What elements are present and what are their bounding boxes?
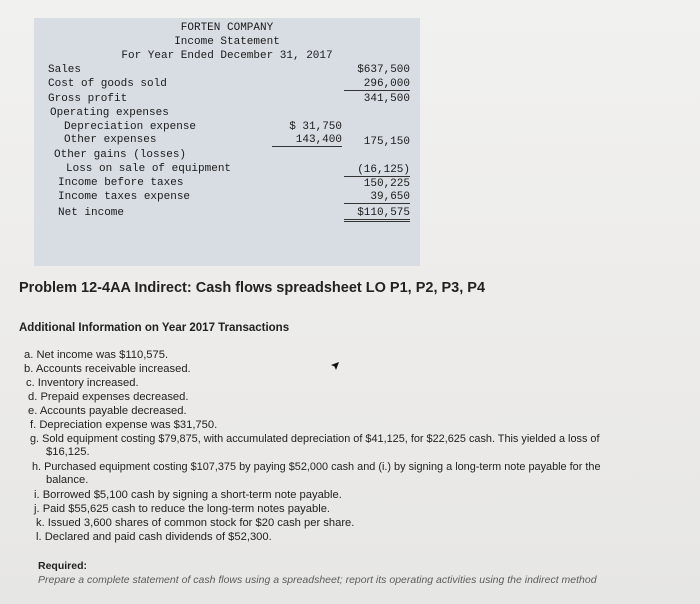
other-expenses-amount: 143,400 <box>272 134 342 147</box>
additional-info-title: Additional Information on Year 2017 Transactions <box>19 322 290 334</box>
info-item-h: h. Purchased equipment costing $107,375 by paying $52,000 cash and (i.) by signing a long-term note payable for the <box>32 461 601 473</box>
loss-on-sale-amount: (16,125) <box>344 164 410 177</box>
info-item-e: e. Accounts payable decreased. <box>28 405 187 417</box>
company-name: FORTEN COMPANY <box>180 22 274 34</box>
info-item-i: i. Borrowed $5,100 cash by signing a short-term note payable. <box>34 489 342 501</box>
info-item-d: d. Prepaid expenses decreased. <box>28 391 189 403</box>
required-text: Prepare a complete statement of cash flows using a spreadsheet; report its operating activities using the indirect method <box>38 574 597 586</box>
income-taxes-label: Income taxes expense <box>58 191 191 203</box>
income-statement <box>34 18 420 266</box>
sales-label: Sales <box>48 64 82 76</box>
other-gains-label: Other gains (losses) <box>54 149 187 161</box>
loss-on-sale-label: Loss on sale of equipment <box>66 163 232 175</box>
info-item-h-cont: balance. <box>46 474 89 486</box>
gross-profit-amount: 341,500 <box>363 93 410 105</box>
sales-amount: $637,500 <box>357 64 410 76</box>
gross-profit-label: Gross profit <box>48 93 128 105</box>
cursor-icon <box>330 361 340 371</box>
info-item-l: l. Declared and paid cash dividends of $52,300. <box>36 531 272 543</box>
info-item-g-cont: $16,125. <box>46 446 90 458</box>
income-before-taxes-label: Income before taxes <box>58 177 184 189</box>
statement-period: For Year Ended December 31, 2017 <box>121 50 333 62</box>
depreciation-amount: $ 31,750 <box>289 121 342 133</box>
info-item-f: f. Depreciation expense was $31,750. <box>30 419 218 431</box>
info-item-j: j. Paid $55,625 cash to reduce the long-term notes payable. <box>34 503 331 515</box>
required-title: Required: <box>38 560 88 572</box>
info-item-b: b. Accounts receivable increased. <box>24 363 191 375</box>
operating-expenses-total: 175,150 <box>363 136 410 148</box>
statement-name: Income Statement <box>174 36 280 48</box>
problem-title: Problem 12-4AA Indirect: Cash flows spreadsheet LO P1, P2, P3, P4 <box>19 280 486 296</box>
cogs-amount: 296,000 <box>344 78 410 91</box>
income-taxes-amount: 39,650 <box>344 191 410 204</box>
info-item-g: g. Sold equipment costing $79,875, with accumulated depreciation of $41,125, for $22,625 cash. This yielded a loss of <box>30 433 600 445</box>
info-item-c: c. Inventory increased. <box>26 377 139 389</box>
net-income-label: Net income <box>58 207 125 219</box>
income-before-taxes-amount: 150,225 <box>363 178 410 190</box>
operating-expenses-label: Operating expenses <box>50 107 169 119</box>
info-item-k: k. Issued 3,600 shares of common stock for $20 cash per share. <box>36 517 355 529</box>
info-item-a: a. Net income was $110,575. <box>24 349 169 361</box>
net-income-amount: $110,575 <box>344 207 410 222</box>
other-expenses-label: Other expenses <box>64 134 157 146</box>
cogs-label: Cost of goods sold <box>48 78 167 90</box>
depreciation-label: Depreciation expense <box>64 121 197 133</box>
